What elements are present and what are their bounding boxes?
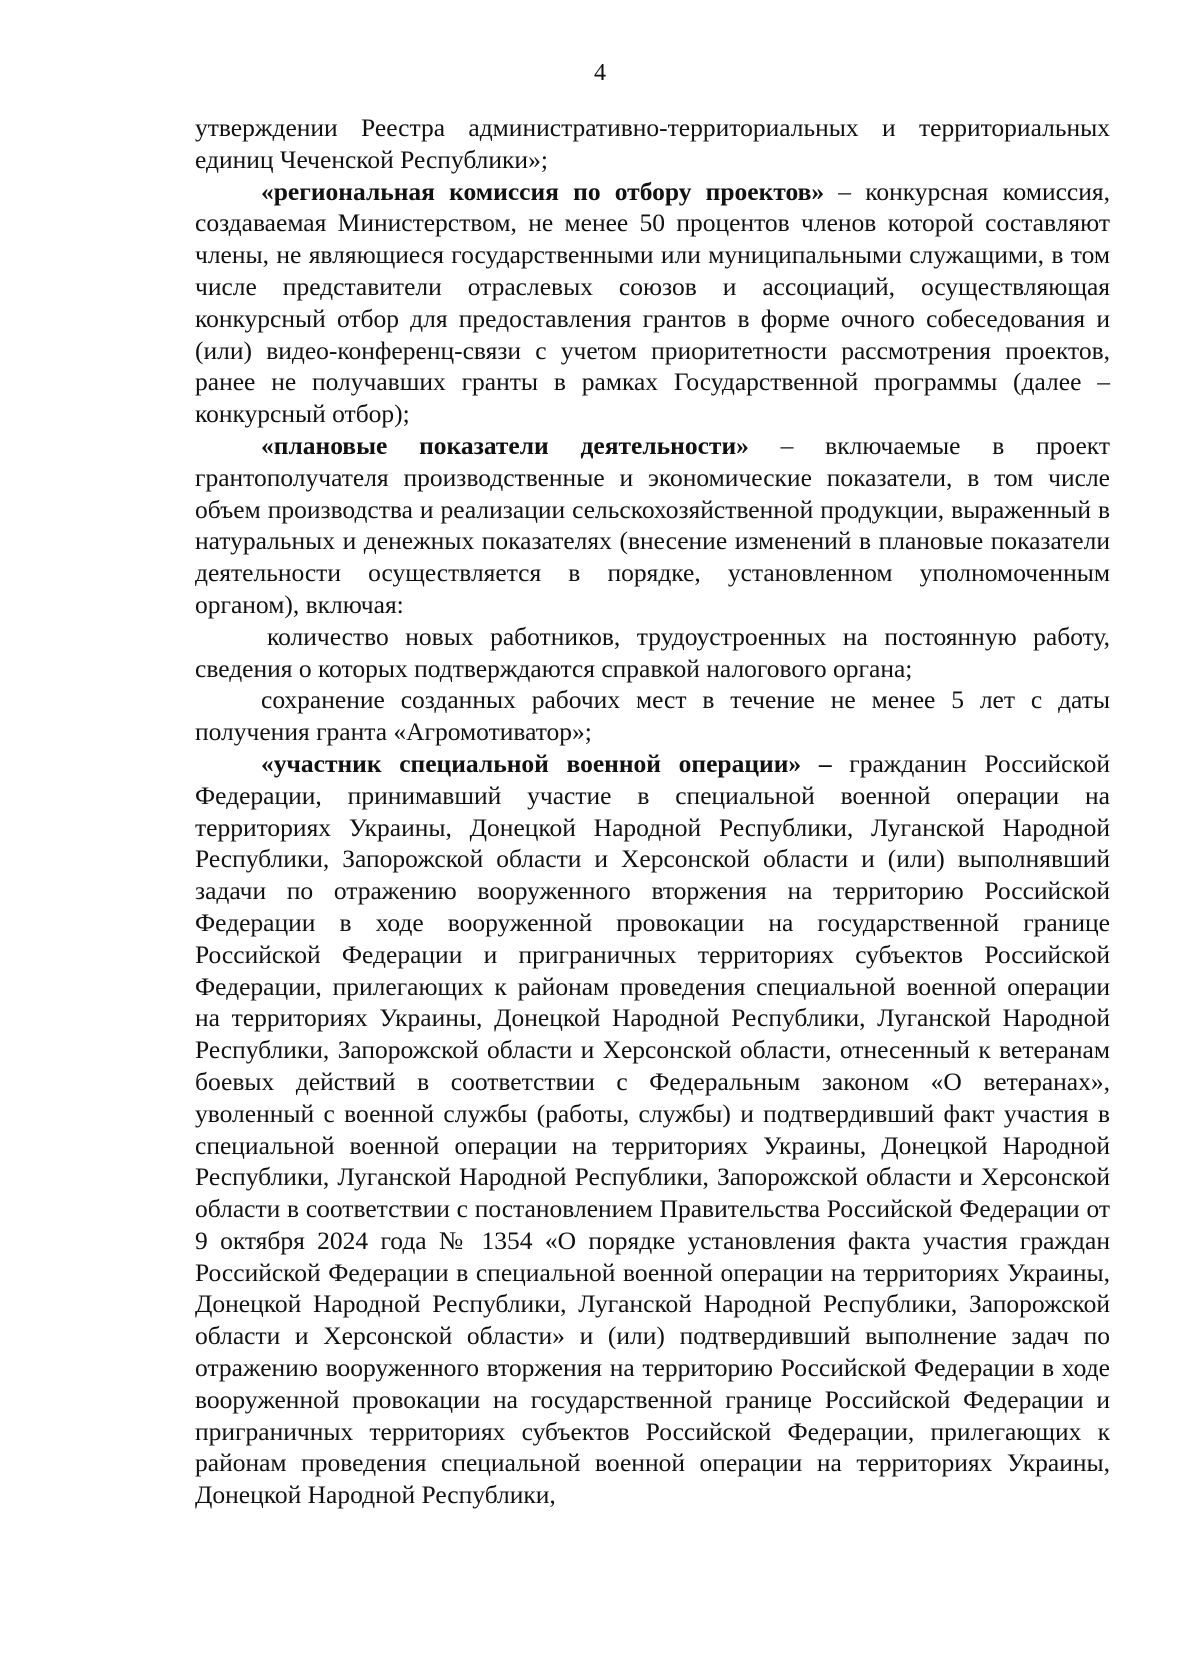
definition-svo-participant — [195, 748, 1110, 1511]
defined-term: «участник специальной военной операции» – — [261, 748, 832, 778]
paragraph-text: сохранение созданных рабочих мест в течение не менее 5 лет с даты получения гранта «Агромотиватор»; — [195, 685, 1110, 747]
definition-regional-commission — [195, 176, 1110, 430]
document-body — [195, 112, 1110, 1511]
list-item-new-workers — [195, 621, 1110, 685]
paragraph-continuation — [195, 112, 1110, 176]
paragraph-text: количество новых работников, трудоустроенных на постоянную работу, сведения о которых подтверждаются справкой налогового органа; — [195, 621, 1110, 683]
defined-term: «региональная комиссия по отбору проектов» — [261, 176, 825, 206]
definition-text: – конкурсная комиссия, создаваемая Министерством, не менее 50 процентов членов которой составляют члены, не являющиеся государственными или муниципальными служащими, в том числе представители отраслевых союзов и ассоциаций, осуществляющая конкурсный отбор для предоставления грантов в форме очного собеседования и (или) видео-конференц-связи с учетом приоритетности рассмотрения проектов, ранее не получавших гранты в рамках Государственной программы (далее – конкурсный отбор); — [195, 176, 1110, 429]
definition-text: – включаемые в проект грантополучателя производственные и экономические показатели, в том числе объем производства и реализации сельскохозяйственной продукции, выраженный в натуральных и денежных показателях (внесение изменений в плановые показатели деятельности осуществляется в порядке, установленном уполномоченным органом), включая: — [195, 430, 1110, 619]
page-number: 4 — [594, 60, 606, 86]
list-item-jobs-retention — [195, 684, 1110, 748]
defined-term: «плановые показатели деятельности» — [261, 430, 749, 460]
definition-planned-indicators — [195, 430, 1110, 621]
paragraph-text: утверждении Реестра административно-территориальных и территориальных единиц Чеченской Республики»; — [195, 113, 1110, 174]
definition-text: гражданин Российской Федерации, принимавший участие в специальной военной операции на территориях Украины, Донецкой Народной Республики, Луганской Народной Республики, Запорожской области и Херсонской области и (или) выполнявший задачи по отражению вооруженного вторжения на территорию Российской Федерации в ходе вооруженной провокации на государственной границе Российской Федерации и приграничных территориях субъектов Российской Федерации, прилегающих к районам проведения специальной военной операции на территориях Украины, Донецкой Народной Республики, Луганской Народной Республики, Запорожской области и Херсонской области, отнесенный к ветеранам боевых действий в соответствии с Федеральным законом «О ветеранах», уволенный с военной службы (работы, службы) и подтвердивший факт участия в специальной военной операции на территориях Украины, Донецкой Народной Республики, Луганской Народной Республики, Запорожской области и Херсонской области в соответствии с постановлением Правительства Российской Федерации от 9 октября 2024 года № 1354 «О порядке установления факта участия граждан Российской Федерации в специальной военной операции на территориях Украины, Донецкой Народной Республики, Луганской Народной Республики, Запорожской области и Херсонской области» и (или) подтвердивший выполнение задач по отражению вооруженного вторжения на территорию Российской Федерации в ходе вооруженной провокации на государственной границе Российской Федерации и приграничных территориях субъектов Российской Федерации, прилегающих к районам проведения специальной военной операции на территориях Украины, Донецкой Народной Республики, — [195, 748, 1110, 1510]
